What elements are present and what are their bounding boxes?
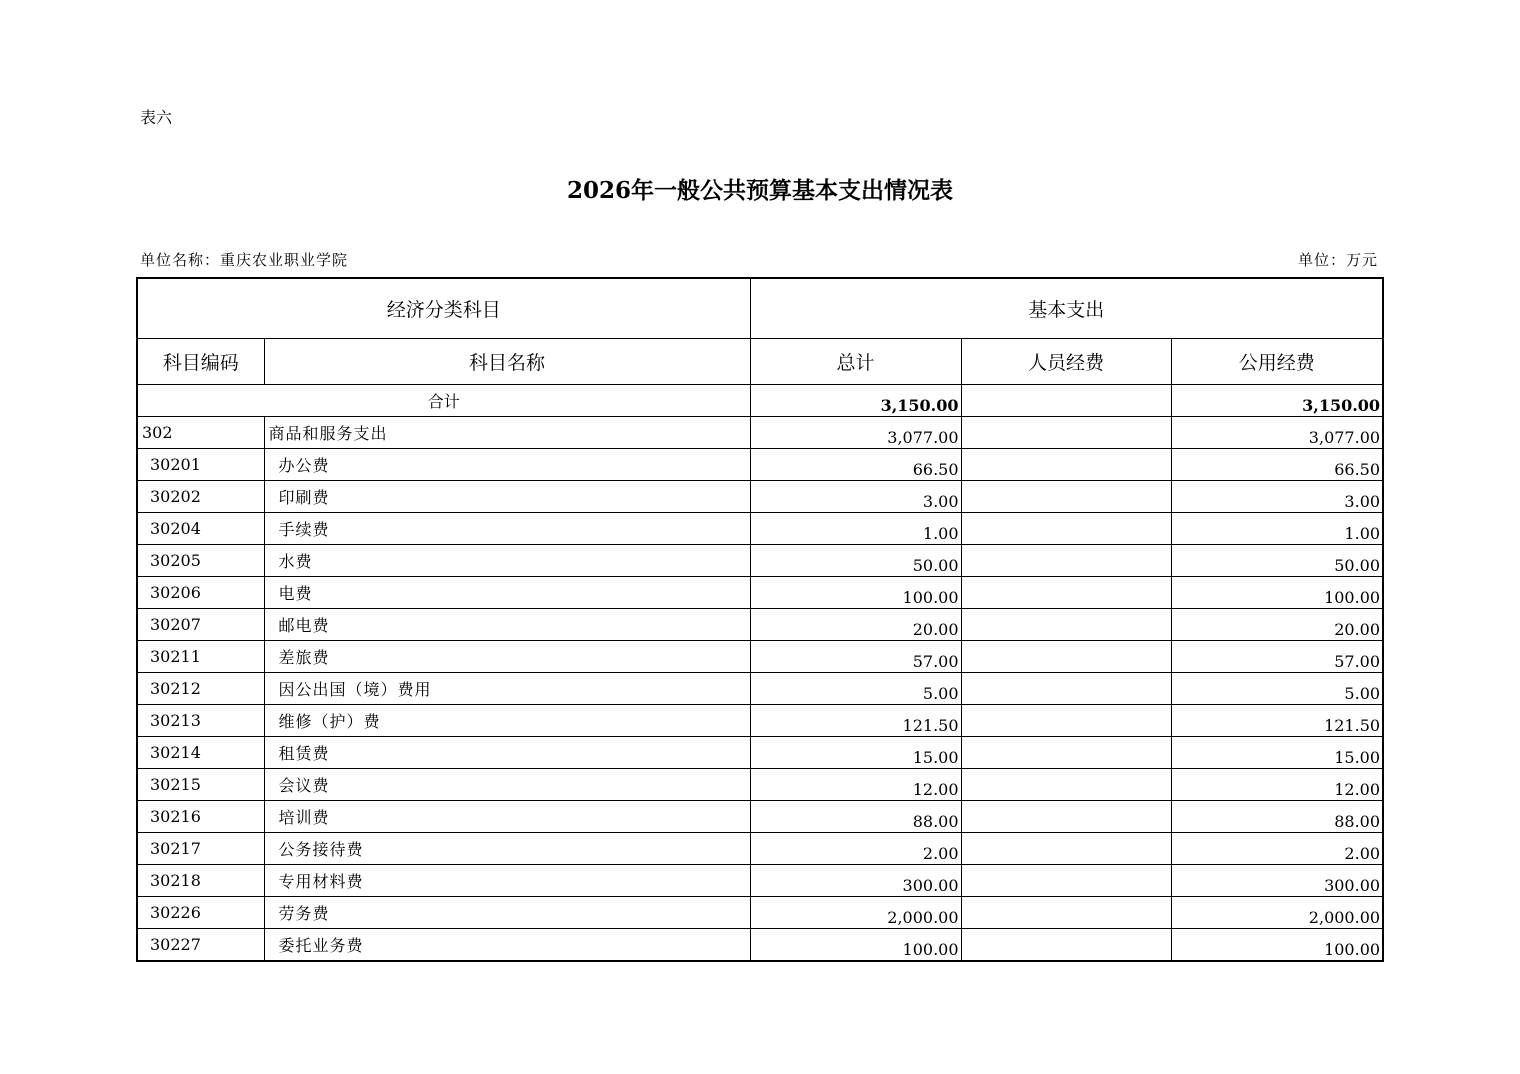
row-total: 66.50 xyxy=(750,449,961,481)
total-public: 3,150.00 xyxy=(1171,385,1383,417)
row-total: 5.00 xyxy=(750,673,961,705)
row-total: 15.00 xyxy=(750,737,961,769)
table-row xyxy=(137,577,1383,609)
row-code: 30211 xyxy=(137,641,264,673)
row-name: 委托业务费 xyxy=(264,929,750,962)
row-code: 30218 xyxy=(137,865,264,897)
row-name: 印刷费 xyxy=(264,481,750,513)
row-personnel xyxy=(961,481,1171,513)
row-public: 1.00 xyxy=(1171,513,1383,545)
table-row xyxy=(137,417,1383,449)
table-row xyxy=(137,865,1383,897)
row-name: 邮电费 xyxy=(264,609,750,641)
row-personnel xyxy=(961,641,1171,673)
total-row xyxy=(137,385,1383,417)
table-row xyxy=(137,801,1383,833)
row-name: 公务接待费 xyxy=(264,833,750,865)
row-total: 12.00 xyxy=(750,769,961,801)
header-public: 公用经费 xyxy=(1171,339,1383,385)
header-economic-classification: 经济分类科目 xyxy=(137,278,750,339)
row-public: 2,000.00 xyxy=(1171,897,1383,929)
table-row xyxy=(137,737,1383,769)
row-name: 会议费 xyxy=(264,769,750,801)
row-name: 办公费 xyxy=(264,449,750,481)
table-row xyxy=(137,513,1383,545)
document-title: 2026年一般公共预算基本支出情况表 xyxy=(566,177,953,204)
row-personnel xyxy=(961,705,1171,737)
row-personnel xyxy=(961,865,1171,897)
row-public: 3.00 xyxy=(1171,481,1383,513)
row-code: 30204 xyxy=(137,513,264,545)
table-row xyxy=(137,705,1383,737)
row-public: 121.50 xyxy=(1171,705,1383,737)
row-public: 88.00 xyxy=(1171,801,1383,833)
row-name: 专用材料费 xyxy=(264,865,750,897)
header-basic-expenditure: 基本支出 xyxy=(750,278,1383,339)
row-public: 66.50 xyxy=(1171,449,1383,481)
table-number: 表六 xyxy=(140,108,173,127)
row-name: 因公出国（境）费用 xyxy=(264,673,750,705)
row-public: 50.00 xyxy=(1171,545,1383,577)
row-public: 2.00 xyxy=(1171,833,1383,865)
row-total: 2.00 xyxy=(750,833,961,865)
row-code: 30207 xyxy=(137,609,264,641)
table-row xyxy=(137,833,1383,865)
row-code: 30226 xyxy=(137,897,264,929)
row-personnel xyxy=(961,577,1171,609)
table-row xyxy=(137,769,1383,801)
row-personnel xyxy=(961,737,1171,769)
table-row xyxy=(137,897,1383,929)
budget-table xyxy=(136,277,1384,962)
row-public: 100.00 xyxy=(1171,577,1383,609)
unit-name-label: 单位名称：重庆农业职业学院 xyxy=(140,251,349,269)
row-total: 2,000.00 xyxy=(750,897,961,929)
header-code: 科目编码 xyxy=(137,339,264,385)
row-personnel xyxy=(961,609,1171,641)
row-code: 30205 xyxy=(137,545,264,577)
row-name: 培训费 xyxy=(264,801,750,833)
row-personnel xyxy=(961,673,1171,705)
row-total: 50.00 xyxy=(750,545,961,577)
row-code: 30212 xyxy=(137,673,264,705)
row-personnel xyxy=(961,417,1171,449)
row-code: 30217 xyxy=(137,833,264,865)
row-total: 100.00 xyxy=(750,929,961,962)
row-code: 302 xyxy=(137,417,264,449)
header-name: 科目名称 xyxy=(264,339,750,385)
table-row xyxy=(137,481,1383,513)
table-row xyxy=(137,673,1383,705)
row-name: 租赁费 xyxy=(264,737,750,769)
table-row xyxy=(137,449,1383,481)
row-personnel xyxy=(961,929,1171,962)
row-public: 300.00 xyxy=(1171,865,1383,897)
row-name: 维修（护）费 xyxy=(264,705,750,737)
row-code: 30201 xyxy=(137,449,264,481)
row-name: 差旅费 xyxy=(264,641,750,673)
table-row xyxy=(137,929,1383,962)
row-personnel xyxy=(961,801,1171,833)
row-total: 57.00 xyxy=(750,641,961,673)
row-code: 30215 xyxy=(137,769,264,801)
row-total: 300.00 xyxy=(750,865,961,897)
row-name: 水费 xyxy=(264,545,750,577)
table-row xyxy=(137,545,1383,577)
row-name: 劳务费 xyxy=(264,897,750,929)
row-public: 5.00 xyxy=(1171,673,1383,705)
row-public: 57.00 xyxy=(1171,641,1383,673)
row-personnel xyxy=(961,833,1171,865)
total-label: 合计 xyxy=(137,385,750,417)
row-code: 30227 xyxy=(137,929,264,962)
currency-unit-label: 单位：万元 xyxy=(1297,251,1378,269)
row-total: 100.00 xyxy=(750,577,961,609)
table-row xyxy=(137,641,1383,673)
header-row-columns xyxy=(137,339,1383,385)
row-code: 30214 xyxy=(137,737,264,769)
row-total: 3,077.00 xyxy=(750,417,961,449)
row-code: 30216 xyxy=(137,801,264,833)
header-row-group xyxy=(137,278,1383,339)
table-row xyxy=(137,609,1383,641)
row-personnel xyxy=(961,769,1171,801)
total-total: 3,150.00 xyxy=(750,385,961,417)
row-public: 12.00 xyxy=(1171,769,1383,801)
row-total: 3.00 xyxy=(750,481,961,513)
row-code: 30213 xyxy=(137,705,264,737)
header-total: 总计 xyxy=(750,339,961,385)
row-total: 121.50 xyxy=(750,705,961,737)
row-public: 3,077.00 xyxy=(1171,417,1383,449)
row-public: 100.00 xyxy=(1171,929,1383,962)
row-personnel xyxy=(961,897,1171,929)
row-name: 商品和服务支出 xyxy=(264,417,750,449)
row-total: 1.00 xyxy=(750,513,961,545)
row-name: 手续费 xyxy=(264,513,750,545)
row-code: 30202 xyxy=(137,481,264,513)
row-public: 20.00 xyxy=(1171,609,1383,641)
header-personnel: 人员经费 xyxy=(961,339,1171,385)
total-personnel xyxy=(961,385,1171,417)
row-personnel xyxy=(961,513,1171,545)
row-personnel xyxy=(961,545,1171,577)
row-public: 15.00 xyxy=(1171,737,1383,769)
row-personnel xyxy=(961,449,1171,481)
row-total: 88.00 xyxy=(750,801,961,833)
row-total: 20.00 xyxy=(750,609,961,641)
row-name: 电费 xyxy=(264,577,750,609)
row-code: 30206 xyxy=(137,577,264,609)
